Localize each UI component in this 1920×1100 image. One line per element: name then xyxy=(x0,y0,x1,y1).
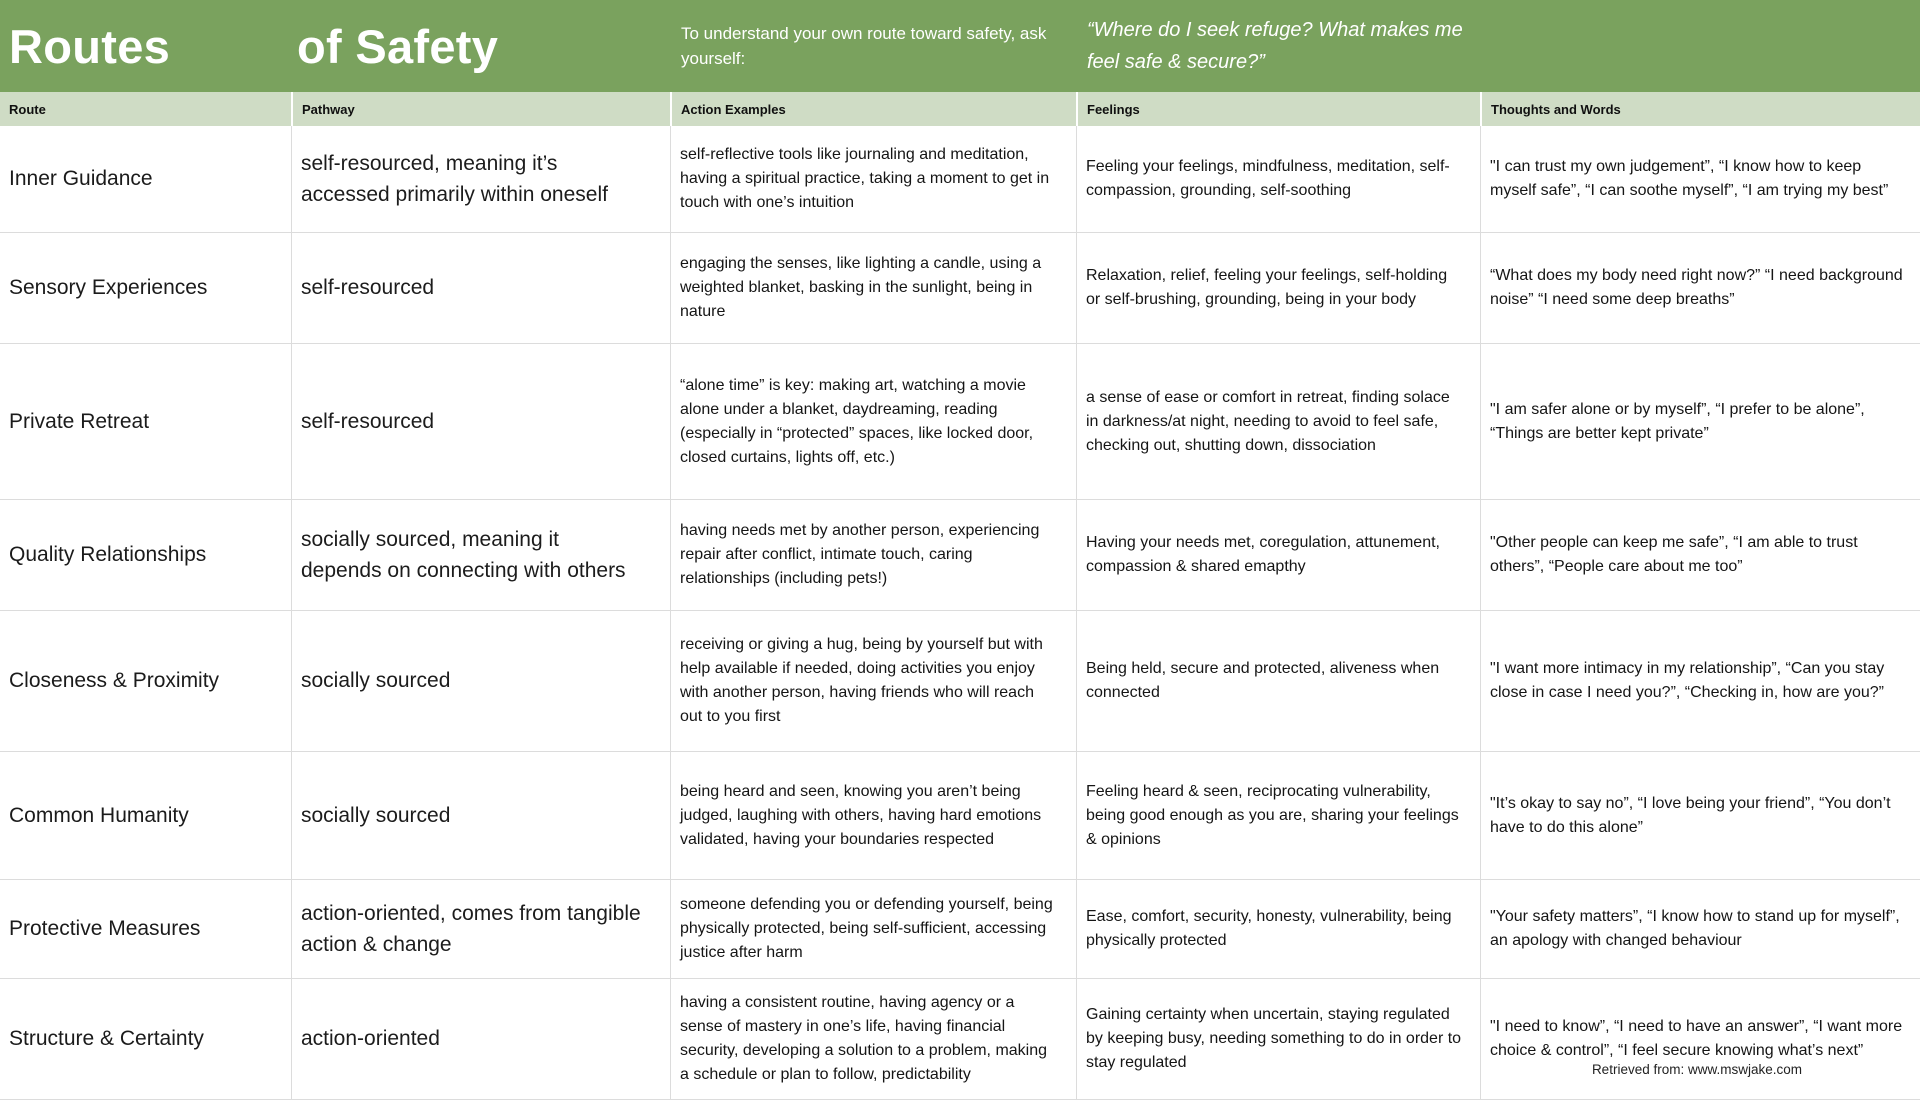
source-attribution: Retrieved from: www.mswjake.com xyxy=(1591,1062,1802,1077)
page-banner xyxy=(0,0,1920,92)
action-examples-cell: engaging the senses, like lighting a candle, using a weighted blanket, basking in the sunlight, being in nature xyxy=(670,233,1076,343)
pathway-cell: socially sourced, meaning it depends on connecting with others xyxy=(291,500,670,610)
table-row xyxy=(0,126,1920,233)
thoughts-cell: "It’s okay to say no”, “I love being your friend”, “You don’t have to do this alone” xyxy=(1480,752,1920,879)
column-header-thoughts-and-words: Thoughts and Words xyxy=(1480,92,1920,126)
pathway-cell: action-oriented xyxy=(291,979,670,1099)
route-cell: Quality Relationships xyxy=(9,543,207,566)
thoughts-cell: "I want more intimacy in my relationship”, “Can you stay close in case I need you?”, “Checking in, how are you?” xyxy=(1480,611,1920,751)
page-title-part1: Routes xyxy=(9,19,171,73)
feelings-cell: Feeling heard & seen, reciprocating vulnerability, being good enough as you are, sharing your feelings & opinions xyxy=(1076,752,1480,879)
feelings-cell: Ease, comfort, security, honesty, vulnerability, being physically protected xyxy=(1076,880,1480,978)
column-header-feelings: Feelings xyxy=(1076,92,1480,126)
feelings-cell: a sense of ease or comfort in retreat, finding solace in darkness/at night, needing to avoid to feel safe, checking out, shutting down, dissociation xyxy=(1076,344,1480,499)
route-cell: Common Humanity xyxy=(9,803,189,827)
table-row xyxy=(0,979,1920,1100)
thoughts-cell: "I can trust my own judgement”, “I know how to keep myself safe”, “I can soothe myself”, “I am trying my best” xyxy=(1480,126,1920,232)
table-row xyxy=(0,611,1920,752)
column-header-action-examples: Action Examples xyxy=(670,92,1076,126)
pathway-cell: socially sourced xyxy=(291,611,670,751)
table-row xyxy=(0,233,1920,344)
thoughts-cell: "Your safety matters”, “I know how to stand up for myself”, an apology with changed behaviour xyxy=(1480,880,1920,978)
action-examples-cell: having a consistent routine, having agency or a sense of mastery in one’s life, having financial security, developing a solution to a problem, making a schedule or plan to follow, predictability xyxy=(670,979,1076,1099)
table-row xyxy=(0,880,1920,979)
banner-quote-text: “Where do I seek refuge? What makes me feel safe & secure?” xyxy=(1087,19,1463,73)
pathway-cell: self-resourced xyxy=(291,344,670,499)
thoughts-cell: “What does my body need right now?” “I need background noise” “I need some deep breaths” xyxy=(1480,233,1920,343)
pathway-cell: self-resourced xyxy=(291,233,670,343)
route-cell: Inner Guidance xyxy=(9,167,153,190)
banner-prompt-text: To understand your own route toward safety, ask yourself: xyxy=(681,23,1047,68)
feelings-cell: Gaining certainty when uncertain, staying regulated by keeping busy, needing something to do in order to stay regulated xyxy=(1076,979,1480,1099)
action-examples-cell: being heard and seen, knowing you aren’t being judged, laughing with others, having hard emotions validated, having your boundaries respected xyxy=(670,752,1076,879)
feelings-cell: Relaxation, relief, feeling your feelings, self-holding or self-brushing, grounding, being in your body xyxy=(1076,233,1480,343)
table-header-row xyxy=(0,92,1920,126)
feelings-cell: Feeling your feelings, mindfulness, meditation, self-compassion, grounding, self-soothing xyxy=(1076,126,1480,232)
pathway-cell: action-oriented, comes from tangible action & change xyxy=(291,880,670,978)
action-examples-cell: someone defending you or defending yourself, being physically protected, being self-sufficient, accessing justice after harm xyxy=(670,880,1076,978)
route-cell: Sensory Experiences xyxy=(9,276,208,299)
column-header-route: Route xyxy=(9,101,46,117)
feelings-cell: Having your needs met, coregulation, attunement, compassion & shared emapthy xyxy=(1076,500,1480,610)
pathway-cell: self-resourced, meaning it’s accessed primarily within oneself xyxy=(291,126,670,232)
table-row xyxy=(0,752,1920,880)
thoughts-cell: "Other people can keep me safe”, “I am able to trust others”, “People care about me too” xyxy=(1480,500,1920,610)
action-examples-cell: having needs met by another person, experiencing repair after conflict, intimate touch, caring relationships (including pets!) xyxy=(670,500,1076,610)
table-row xyxy=(0,500,1920,611)
pathway-cell: socially sourced xyxy=(291,752,670,879)
thoughts-cell: "I am safer alone or by myself”, “I prefer to be alone”, “Things are better kept private” xyxy=(1480,344,1920,499)
route-cell: Closeness & Proximity xyxy=(9,669,220,692)
route-cell: Structure & Certainty xyxy=(9,1027,204,1050)
thoughts-cell: "I need to know”, “I need to have an answer”, “I want more choice & control”, “I feel secure knowing what’s next” xyxy=(1480,979,1920,1099)
feelings-cell: Being held, secure and protected, aliveness when connected xyxy=(1076,611,1480,751)
column-header-pathway: Pathway xyxy=(291,92,670,126)
action-examples-cell: “alone time” is key: making art, watching a movie alone under a blanket, daydreaming, reading (especially in “protected” spaces, like locked door, closed curtains, lights off, etc.) xyxy=(670,344,1076,499)
route-cell: Protective Measures xyxy=(9,917,201,940)
table-row xyxy=(0,344,1920,500)
action-examples-cell: self-reflective tools like journaling and meditation, having a spiritual practice, taking a moment to get in touch with one’s intuition xyxy=(670,126,1076,232)
action-examples-cell: receiving or giving a hug, being by yourself but with help available if needed, doing activities you enjoy with another person, having friends who will reach out to you first xyxy=(670,611,1076,751)
route-cell: Private Retreat xyxy=(9,409,150,433)
page-title-part2: of Safety xyxy=(297,19,499,73)
